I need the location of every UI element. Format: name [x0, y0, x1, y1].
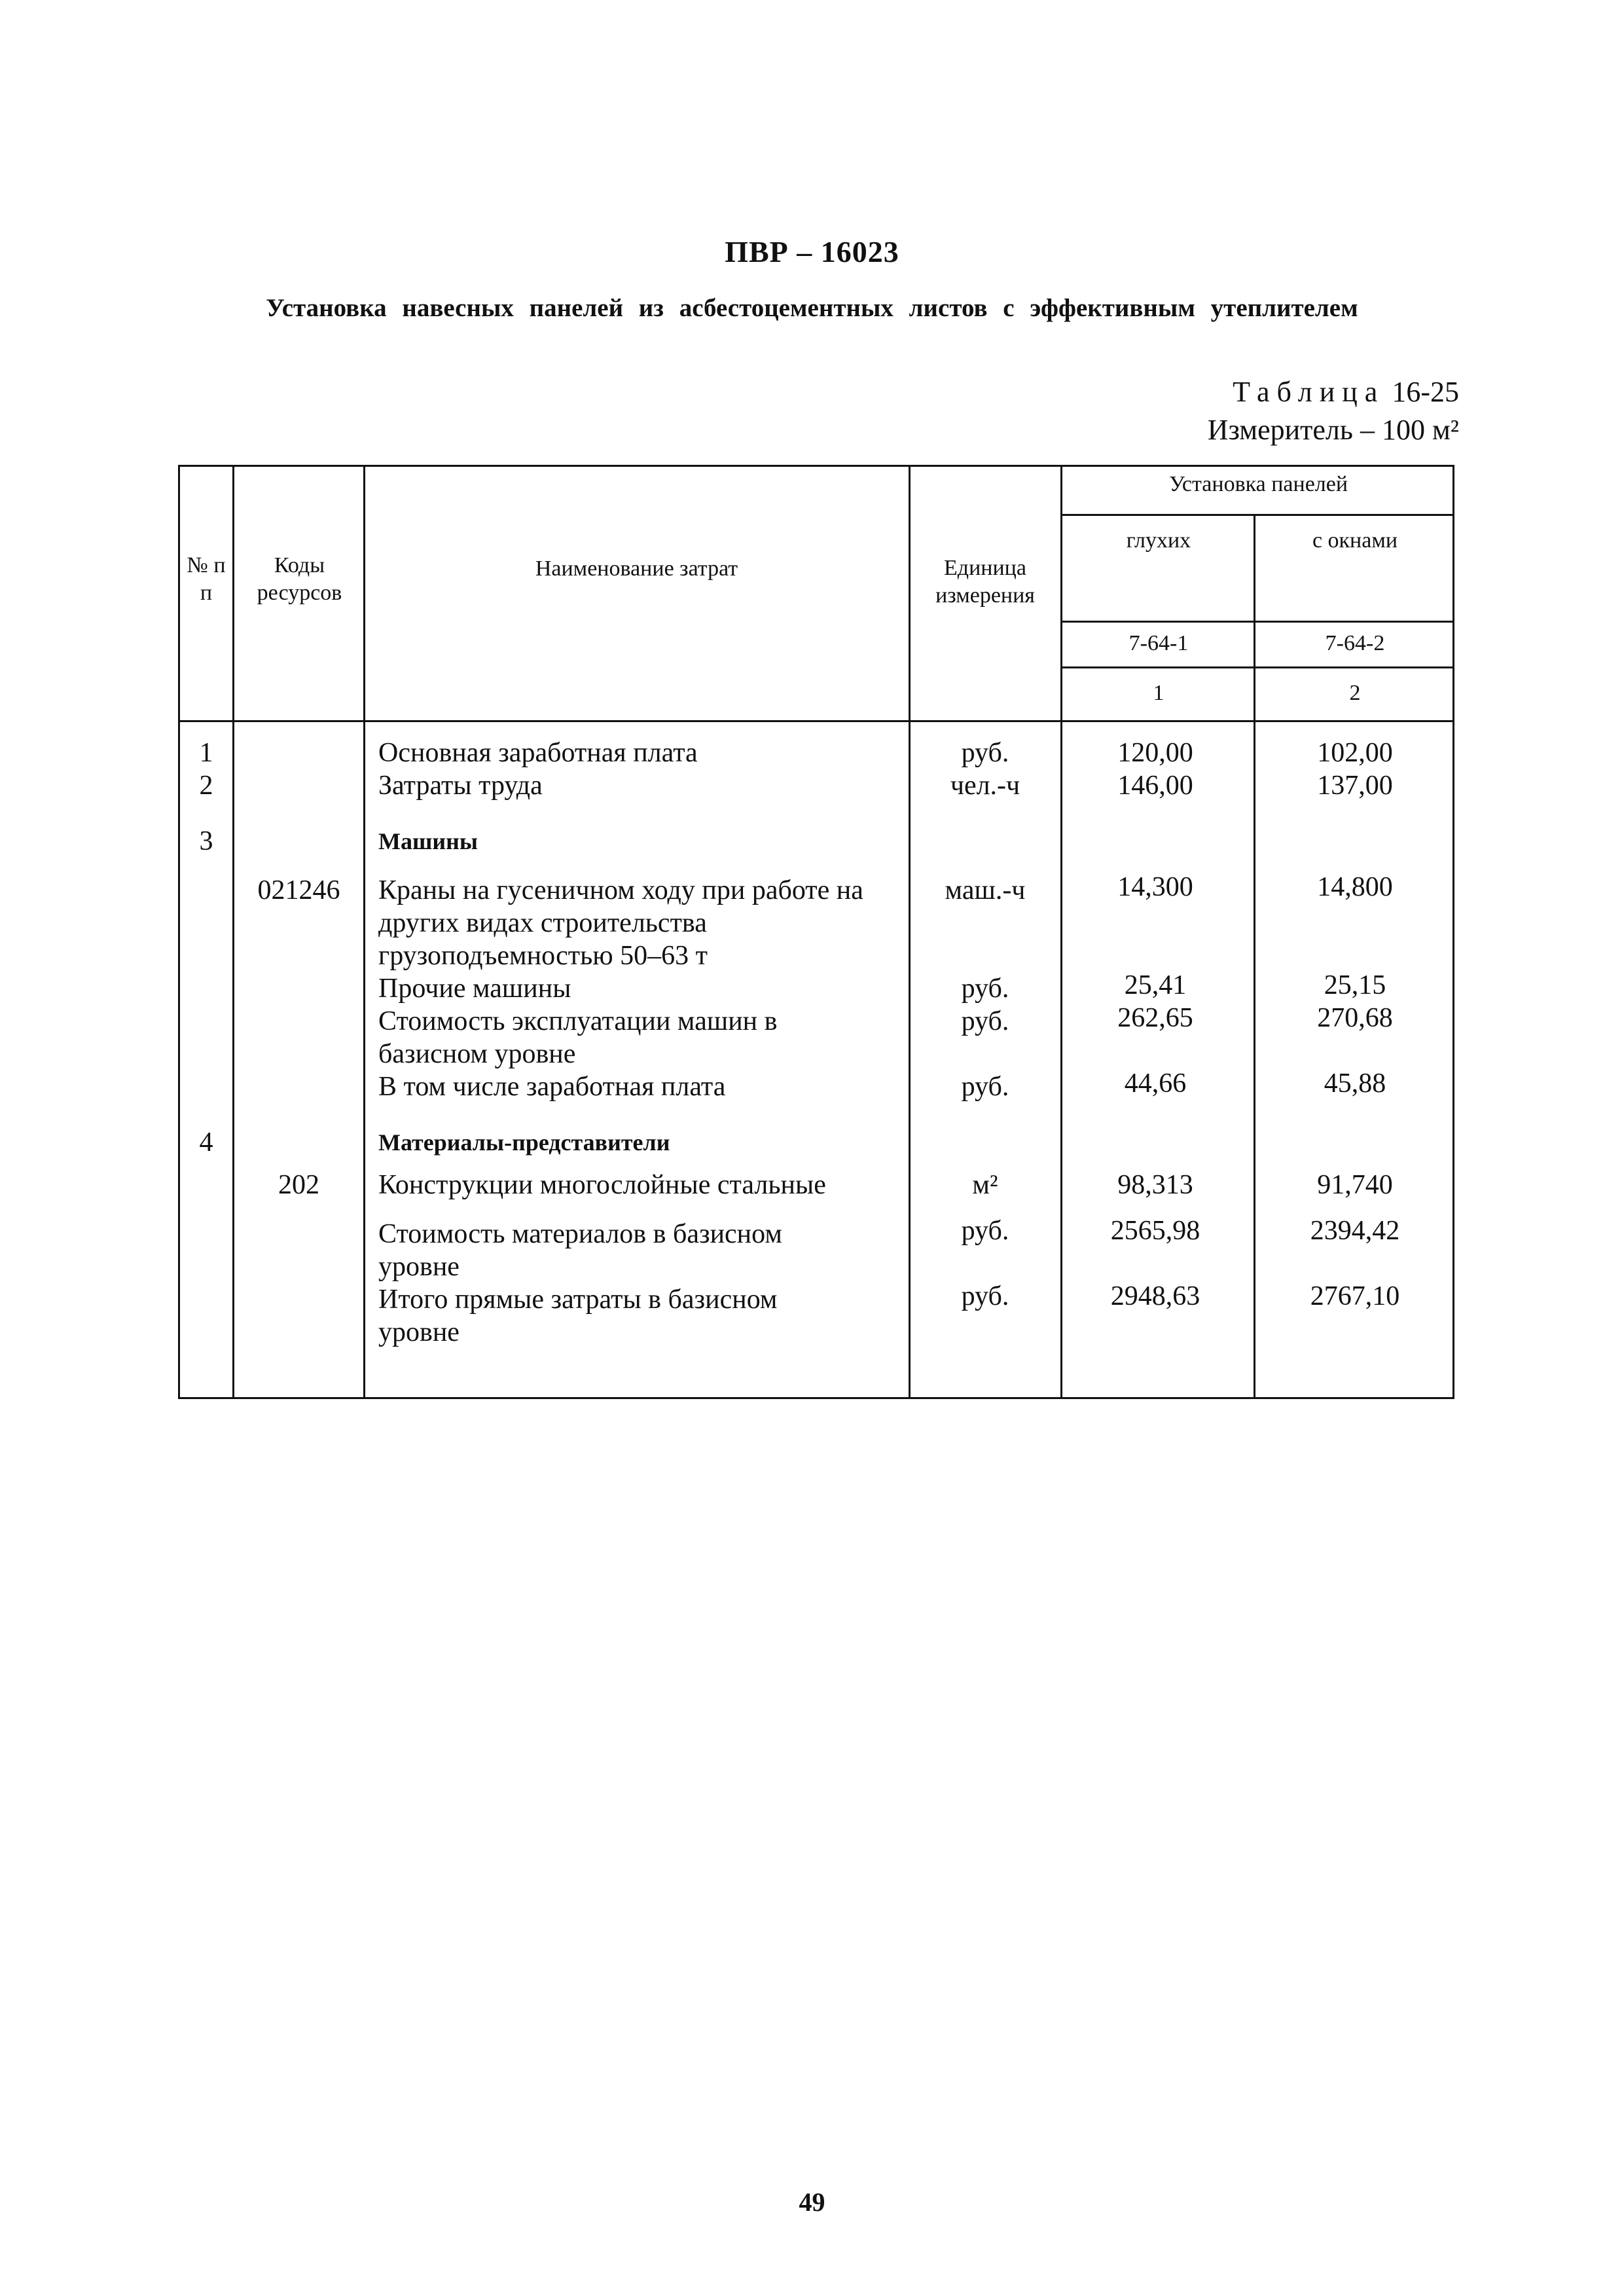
- row-value-1: 262,65: [1117, 1003, 1193, 1033]
- row-no: 2: [199, 771, 213, 801]
- grid-line: [363, 465, 365, 1399]
- table-caption: [1208, 373, 1459, 449]
- grid-line: [1060, 465, 1062, 1399]
- document-title: Установка навесных панелей из асбестоцементных листов с эффективным утеплителем: [266, 294, 1358, 322]
- row-name: Краны на гусеничном ходу при работе на других видах строительства грузоподъемностью 50–63 т: [378, 875, 863, 971]
- measure-unit: Измеритель – 100 м²: [1207, 414, 1459, 446]
- row-name: В том числе заработная плата: [378, 1072, 726, 1102]
- page-number: 49: [799, 2187, 825, 2217]
- row-unit: руб.: [961, 738, 1009, 768]
- row-value-2: 137,00: [1317, 771, 1393, 801]
- grid-line: [1060, 621, 1454, 623]
- row-no: 4: [199, 1127, 213, 1157]
- row-value-1: 44,66: [1124, 1068, 1187, 1099]
- row-name: Стоимость материалов в базисном уровне: [378, 1219, 782, 1282]
- row-value-1: 14,300: [1117, 872, 1193, 902]
- row-value-1: 2948,63: [1110, 1281, 1200, 1311]
- header-code1: 7-64-1: [1128, 631, 1189, 655]
- row-value-2: 45,88: [1324, 1068, 1386, 1099]
- grid-line: [909, 465, 911, 1399]
- row-value-2: 270,68: [1317, 1003, 1393, 1033]
- section-heading: Материалы-представители: [378, 1129, 670, 1156]
- header-name: Наименование затрат: [535, 556, 738, 581]
- row-name: Конструкции многослойные стальные: [378, 1170, 826, 1200]
- header-group: Установка панелей: [1168, 472, 1348, 496]
- header-idx1: 1: [1153, 681, 1164, 705]
- header-no: № п п: [187, 553, 226, 605]
- row-unit: руб.: [961, 1072, 1009, 1102]
- row-unit: руб.: [961, 1281, 1009, 1311]
- document-code: ПВР – 16023: [725, 235, 899, 268]
- header-unit: Единица измерения: [935, 556, 1035, 608]
- grid-line: [1254, 514, 1255, 1399]
- grid-line: [1060, 514, 1454, 516]
- grid-line: [1060, 666, 1454, 668]
- header-idx2: 2: [1349, 681, 1361, 705]
- row-no: 1: [199, 738, 213, 768]
- row-value-2: 91,740: [1317, 1170, 1393, 1200]
- row-name: Итого прямые затраты в базисном уровне: [378, 1285, 778, 1347]
- grid-line: [178, 720, 1454, 722]
- grid-line: [232, 465, 234, 1399]
- row-value-2: 25,15: [1324, 970, 1386, 1000]
- row-value-1: 120,00: [1117, 738, 1193, 768]
- row-value-2: 2767,10: [1310, 1281, 1400, 1311]
- section-heading: Машины: [378, 828, 478, 854]
- row-unit: маш.-ч: [945, 875, 1026, 905]
- table-number: 16-25: [1392, 376, 1459, 408]
- row-unit: руб.: [961, 1216, 1009, 1246]
- row-unit: м²: [972, 1170, 998, 1200]
- table-label: Таблица: [1233, 376, 1385, 408]
- row-name: Основная заработная плата: [378, 738, 698, 768]
- row-code: 021246: [257, 875, 340, 905]
- row-value-1: 2565,98: [1110, 1216, 1200, 1246]
- header-code2: 7-64-2: [1325, 631, 1385, 655]
- row-unit: руб.: [961, 974, 1009, 1004]
- row-code: 202: [278, 1170, 319, 1200]
- row-name: Стоимость эксплуатации машин в базисном уровне: [378, 1006, 778, 1069]
- row-value-1: 25,41: [1124, 970, 1187, 1000]
- row-name: Прочие машины: [378, 974, 571, 1004]
- row-value-2: 14,800: [1317, 872, 1393, 902]
- row-unit: руб.: [961, 1006, 1009, 1036]
- header-col1: глухих: [1126, 528, 1191, 553]
- row-value-1: 98,313: [1117, 1170, 1193, 1200]
- row-name: Затраты труда: [378, 771, 543, 801]
- header-codes: Коды ресурсов: [257, 553, 342, 605]
- row-unit: чел.-ч: [950, 771, 1020, 801]
- row-value-2: 2394,42: [1310, 1216, 1400, 1246]
- header-col2: с окнами: [1312, 528, 1398, 553]
- row-value-1: 146,00: [1117, 771, 1193, 801]
- row-no: 3: [199, 826, 213, 856]
- row-value-2: 102,00: [1317, 738, 1393, 768]
